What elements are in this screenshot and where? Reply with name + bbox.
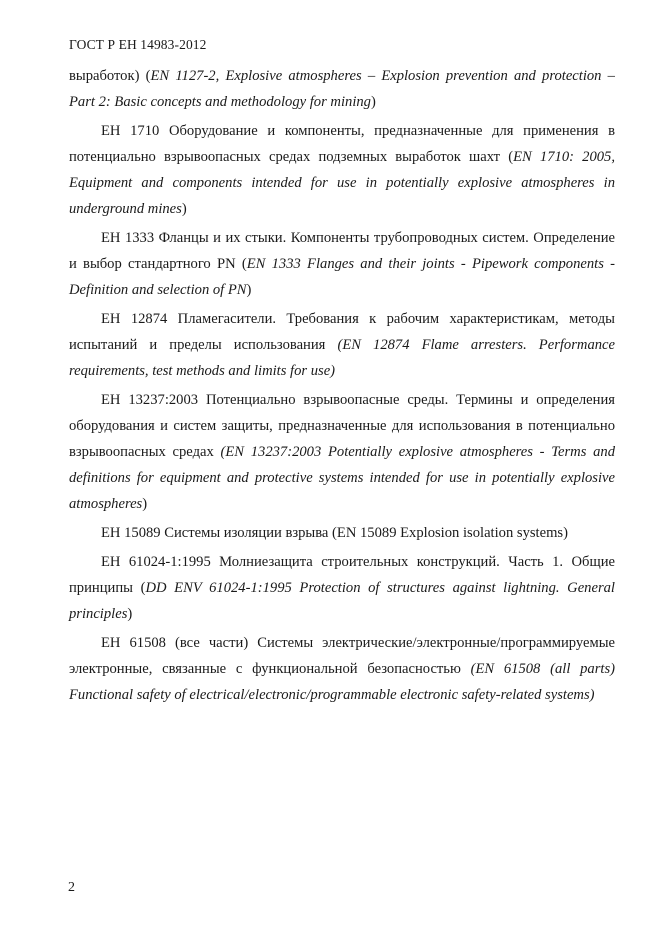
reference-paragraph [69, 118, 615, 222]
document-header [69, 37, 207, 53]
reference-paragraph [69, 225, 615, 303]
reference-paragraph [69, 549, 615, 627]
reference-ru-text: ЕН 13237:2003 Потенциально взрывоопасные среды. Термины и определения оборудования и систем защиты, предназначенные для использования в потенциально взрывоопасных средах [69, 392, 615, 460]
reference-en-text: DD ENV 61024-1:1995 Protection of structures against lightning. General principles [69, 580, 615, 622]
reference-ru-text: ЕН 61024-1:1995 Молниезащита строительных конструкций. Часть 1. Общие принципы ( [69, 554, 615, 596]
reference-en-text: (EN 12874 Flame arresters. Performance requirements, test methods and limits for use) [69, 337, 615, 379]
reference-en-text: EN 1333 Flanges and their joints - Pipework components - Definition and selection of PN [69, 256, 615, 298]
reference-ru-text: ЕН 12874 Пламегасители. Требования к рабочим характеристикам, методы испытаний и пределы использования [69, 311, 615, 353]
reference-ru-text: ЕН 1710 Оборудование и компоненты, предназначенные для применения в потенциально взрывоопасных средах подземных выработок шахт ( [69, 123, 615, 165]
reference-ru-text: ЕН 1333 Фланцы и их стыки. Компоненты трубопроводных систем. Определение и выбор стандартного PN ( [69, 230, 615, 272]
reference-close: ) [246, 282, 252, 298]
reference-close: ) [142, 496, 148, 512]
reference-en-text: (EN 61508 (all parts) Functional safety of electrical/electronic/programmable electronic safety-related systems) [69, 661, 615, 703]
reference-paragraph [69, 387, 615, 517]
reference-close: ) [370, 94, 376, 110]
reference-ru-text: ЕН 15089 Системы изоляции взрыва (EN 15089 Explosion isolation systems) [101, 525, 568, 541]
page-number: 2 [68, 880, 75, 895]
reference-ru-text: ЕН 61508 (все части) Системы электрические/электронные/программируемые электронные, связанные с функциональной безопасностью [69, 635, 615, 677]
reference-close: ) [127, 606, 133, 622]
standard-code: ГОСТ Р ЕН 14983-2012 [69, 37, 207, 52]
reference-ru-text: выработок) ( [69, 68, 151, 84]
reference-paragraph [69, 520, 615, 546]
reference-close: ) [181, 201, 187, 217]
normative-references-text [69, 63, 615, 711]
reference-en-text: EN 1710: 2005, Equipment and components intended for use in potentially explosive atmospheres in underground mines [69, 149, 615, 217]
reference-paragraph [69, 630, 615, 708]
reference-en-text: (EN 13237:2003 Potentially explosive atmospheres - Terms and definitions for equipment and protective systems intended for use in potentially explosive atmospheres [69, 444, 616, 512]
reference-paragraph [69, 306, 615, 384]
reference-en-text: EN 1127-2, Explosive atmospheres – Explosion prevention and protection – Part 2: Basic concepts and methodology for mining [69, 68, 615, 110]
reference-paragraph [69, 63, 615, 115]
